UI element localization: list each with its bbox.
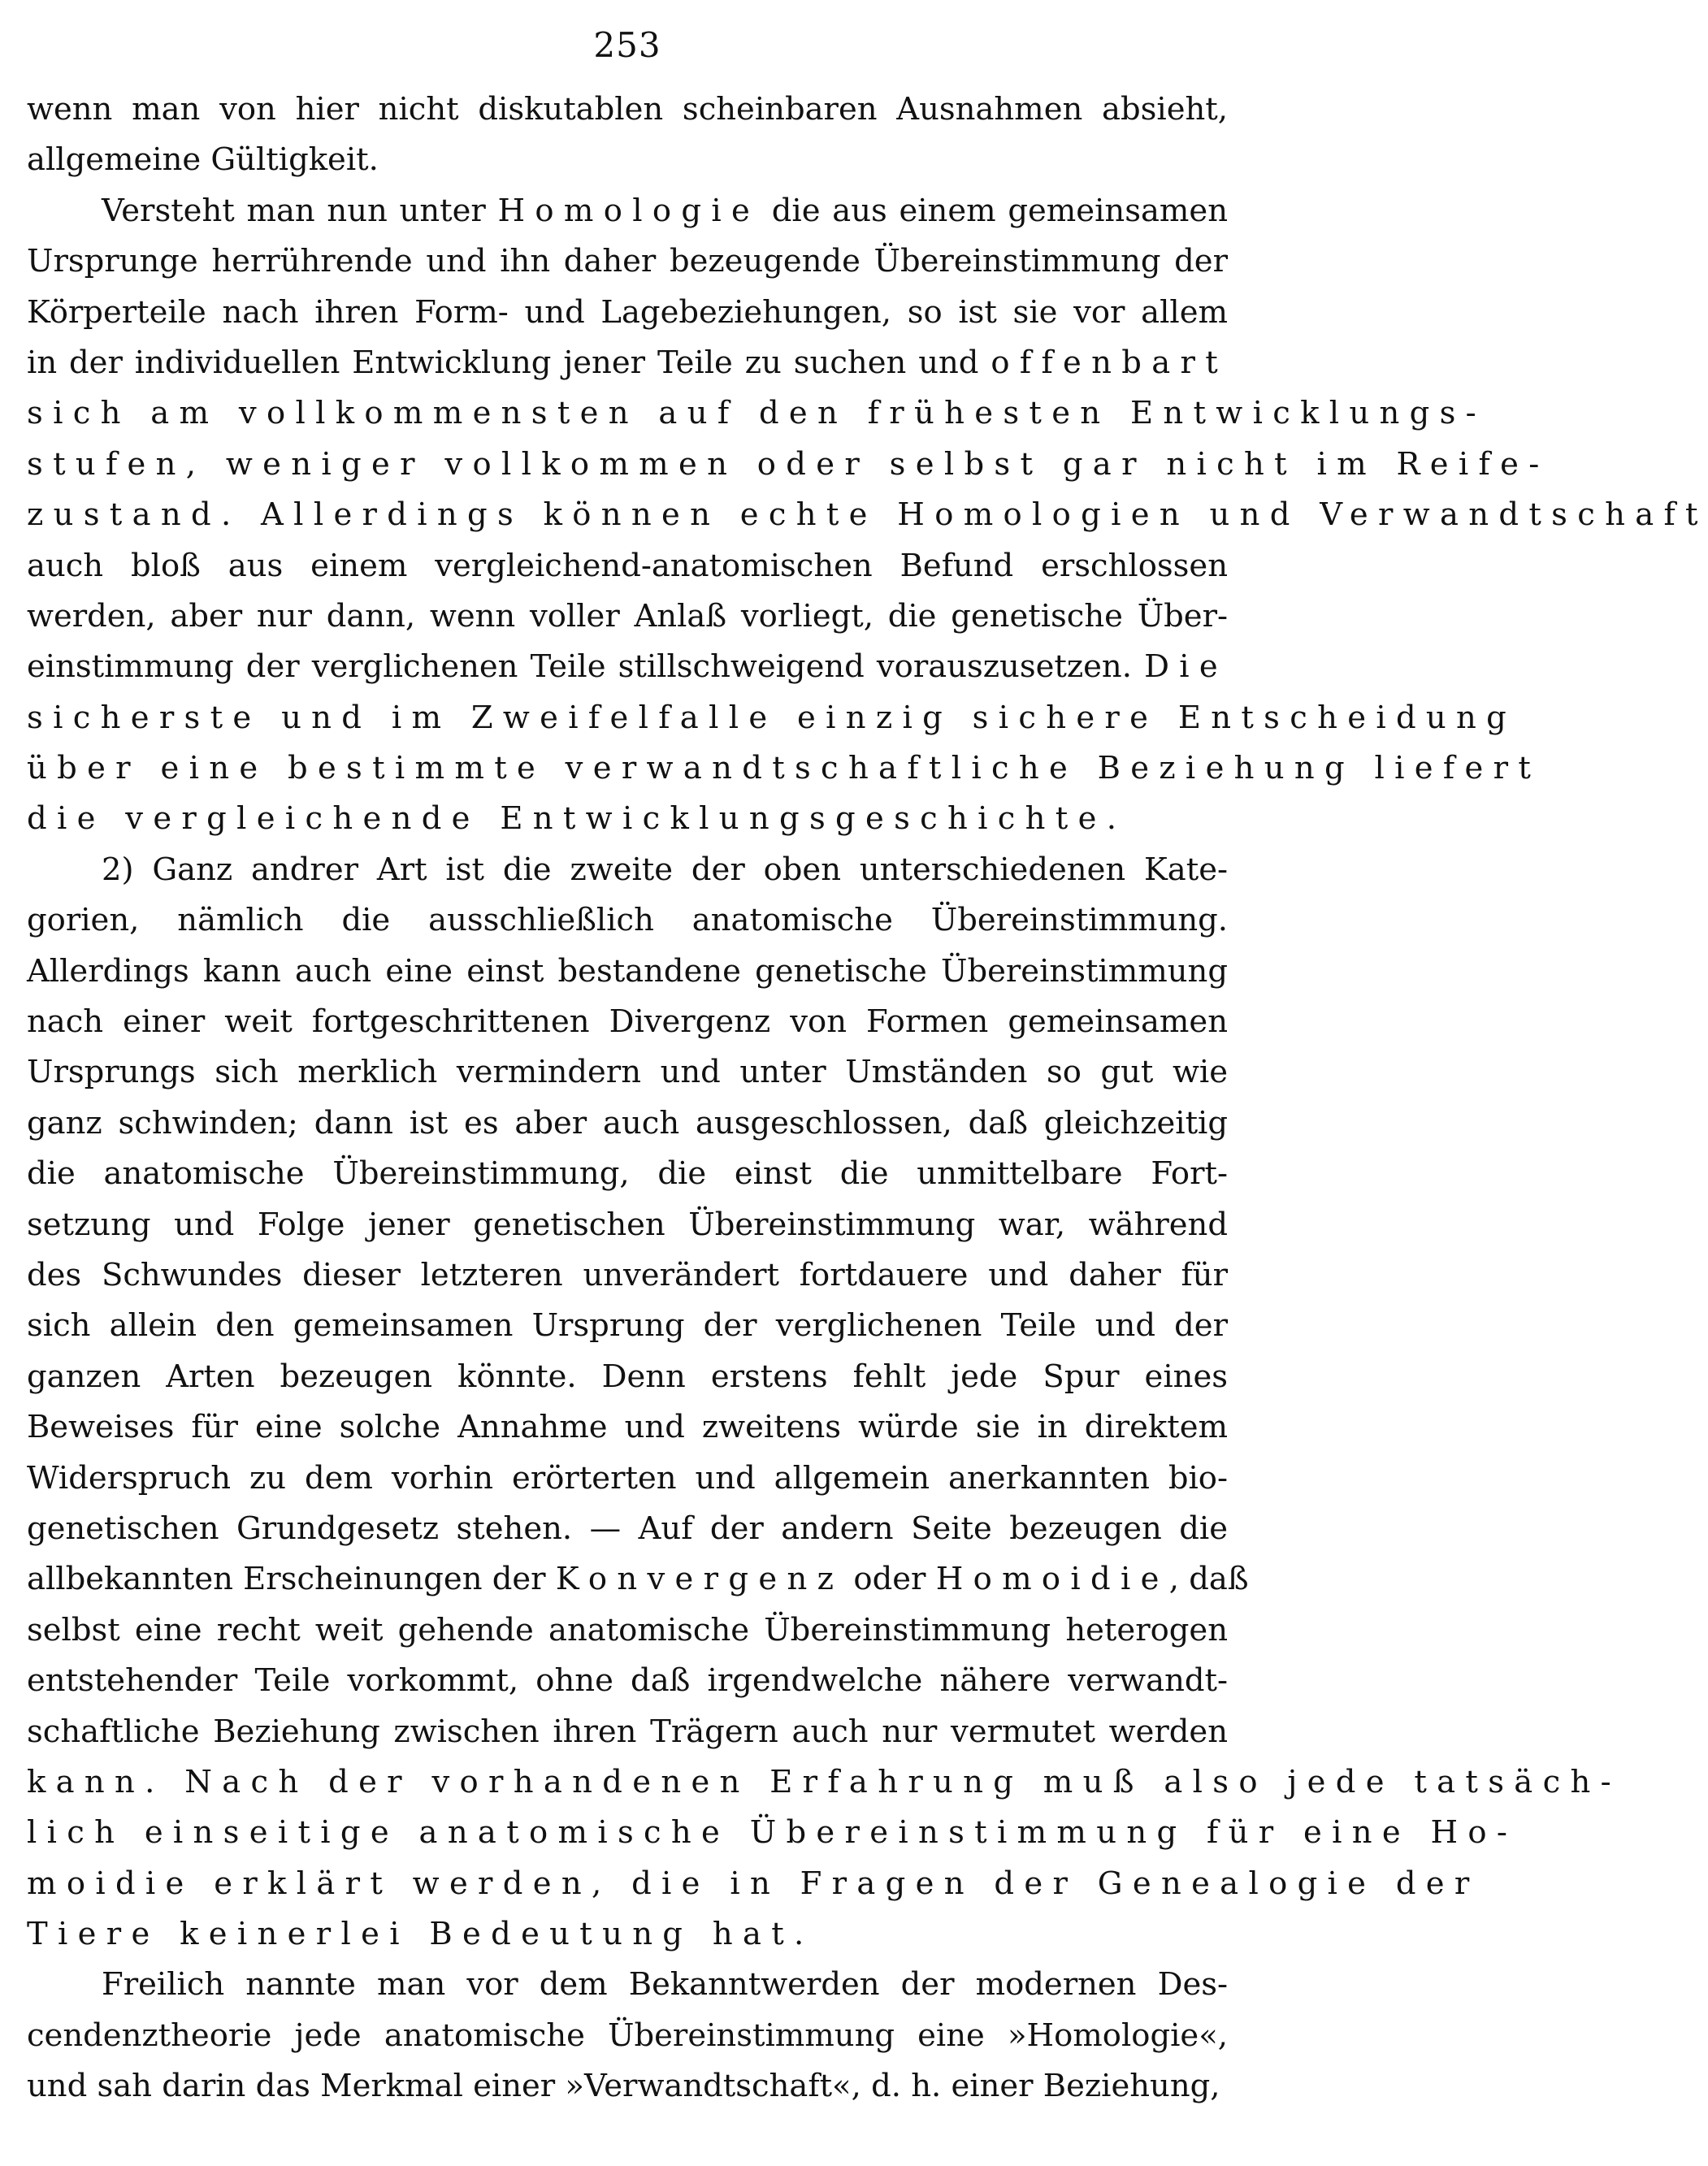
text-line: die anatomische Übereinstimmung, die einst die unmittelbare Fort- (27, 1155, 1228, 1193)
text-line: sich am vollkommensten auf den frühesten Entwicklungs- (27, 395, 1486, 432)
text-line: kann. Nach der vorhandenen Erfahrung muß also jede tatsäch- (27, 1763, 1621, 1800)
text-line: werden, aber nur dann, wenn voller Anlaß vorliegt, die genetische Über- (27, 597, 1228, 635)
text-line: in der individuellen Entwicklung jener Teile zu suchen und offenbart (27, 344, 1228, 381)
text-line: sich allein den gemeinsamen Ursprung der verglichenen Teile und der (27, 1307, 1228, 1345)
paragraph (27, 186, 1708, 845)
text-line: Ursprungs sich merklich vermindern und unter Umständen so gut wie (27, 1054, 1228, 1091)
book-page (27, 23, 1708, 2112)
text-line: des Schwundes dieser letzteren unverändert fortdauere und daher für (27, 1256, 1228, 1293)
text-line: Ursprunge herrührende und ihn daher bezeugende Übereinstimmung der (27, 243, 1228, 280)
text-line: Beweises für eine solche Annahme und zweitens würde sie in direktem (27, 1409, 1228, 1446)
text-line: setzung und Folge jener genetischen Übereinstimmung war, während (27, 1206, 1228, 1243)
text-line: Allerdings kann auch eine einst bestandene genetische Übereinstimmung (27, 952, 1228, 990)
text-line: cendenztheorie jede anatomische Übereinstimmung eine »Homologie«, (27, 2017, 1228, 2054)
text-line: Freilich nannte man vor dem Bekanntwerden der modernen Des- (102, 1966, 1228, 2004)
text-line: entstehender Teile vorkommt, ohne daß irgendwelche nähere verwandt- (27, 1662, 1228, 1700)
text-line: nach einer weit fortgeschrittenen Divergenz von Formen gemeinsamen (27, 1003, 1228, 1041)
text-line: Körperteile nach ihren Form- und Lagebeziehungen, so ist sie vor allem (27, 293, 1228, 331)
text-line: zustand. Allerdings können echte Homologien und Verwandtschaft (27, 496, 1708, 534)
paragraph (27, 845, 1621, 1960)
text-line: selbst eine recht weit gehende anatomische Übereinstimmung heterogen (27, 1611, 1228, 1648)
text-line: über eine bestimmte verwandtschaftliche Beziehung liefert (27, 750, 1541, 787)
paragraph (27, 1960, 1228, 2112)
text-line: schaftliche Beziehung zwischen ihren Trägern auch nur vermutet werden (27, 1713, 1228, 1750)
text-line: Widerspruch zu dem vorhin erörterten und allgemein anerkannten bio- (27, 1459, 1228, 1497)
text-line: und sah darin das Merkmal einer »Verwandtschaft«, d. h. einer Beziehung, (27, 2068, 1220, 2105)
text-line: auch bloß aus einem vergleichend-anatomischen Befund erschlossen (27, 547, 1228, 584)
text-line: allgemeine Gültigkeit. (27, 141, 379, 179)
page-number: 253 (593, 25, 661, 65)
text-line: einstimmung der verglichenen Teile stillschweigend vorauszusetzen. Die (27, 648, 1228, 686)
text-line: genetischen Grundgesetz stehen. — Auf der andern Seite bezeugen die (27, 1510, 1228, 1547)
paragraph (27, 84, 1228, 186)
text-line: wenn man von hier nicht diskutablen scheinbaren Ausnahmen absieht, (27, 91, 1228, 128)
text-line: lich einseitige anatomische Übereinstimmung für eine Ho- (27, 1814, 1518, 1852)
text-line: moidie erklärt werden, die in Fragen der Genealogie der (27, 1865, 1480, 1902)
text-line: gorien, nämlich die ausschließlich anatomische Übereinstimmung. (27, 902, 1228, 939)
text-line: 2) Ganz andrer Art ist die zweite der oben unterschiedenen Kate- (102, 851, 1228, 888)
text-line: stufen, weniger vollkommen oder selbst gar nicht im Reife- (27, 445, 1550, 483)
text-line: die vergleichende Entwicklungsgeschichte. (27, 800, 1127, 838)
text-line: ganzen Arten bezeugen könnte. Denn erstens fehlt jede Spur eines (27, 1358, 1228, 1395)
text-body (27, 84, 1708, 2112)
text-line: Versteht man nun unter Homologie die aus einem gemeinsamen (102, 192, 1228, 229)
text-line: ganz schwinden; dann ist es aber auch ausgeschlossen, daß gleichzeitig (27, 1104, 1228, 1141)
text-line: sicherste und im Zweifelfalle einzig sichere Entscheidung (27, 699, 1517, 736)
text-line: allbekannten Erscheinungen der Konvergenz oder Homoidie, daß (27, 1561, 1249, 1598)
text-line: Tiere keinerlei Bedeutung hat. (27, 1916, 814, 1953)
